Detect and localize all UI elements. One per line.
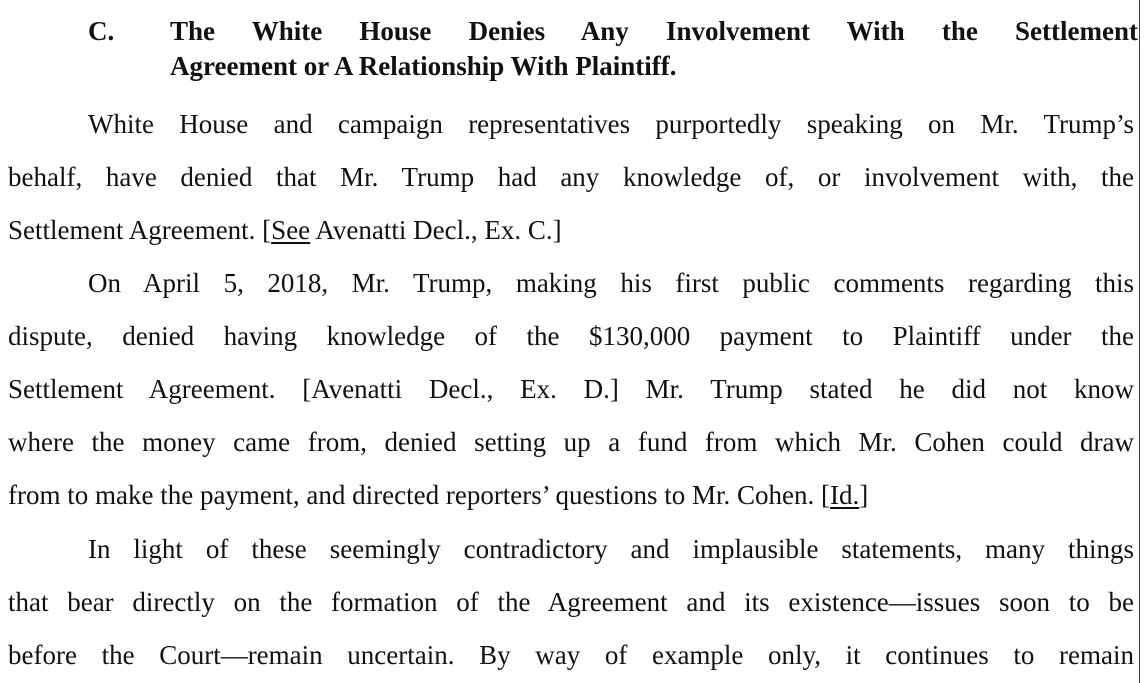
- paragraph-1-line-2: behalf, have denied that Mr. Trump had any knowledge of, or involvement with, the: [8, 162, 1134, 192]
- paragraph-3-line-3: before the Court—remain uncertain. By way of example only, it continues to remain: [8, 640, 1134, 670]
- paragraph-2-line-2: dispute, denied having knowledge of the $130,000 payment to Plaintiff under the: [8, 321, 1134, 351]
- section-title: [170, 14, 1138, 84]
- section-letter: C.: [88, 16, 115, 46]
- text-run: from to make the payment, and directed reporters’ questions to Mr. Cohen. [: [8, 480, 831, 510]
- paragraph-2-line-4: where the money came from, denied setting up a fund from which Mr. Cohen could draw: [8, 427, 1134, 457]
- citation-id: Id.: [830, 480, 860, 510]
- page-edge-rule: [1139, 0, 1140, 683]
- paragraph-1-line-3: [8, 213, 1134, 247]
- citation-see: See: [271, 215, 311, 245]
- paragraph-2-line-1: On April 5, 2018, Mr. Trump, making his first public comments regarding this: [88, 268, 1134, 298]
- text-run: Settlement Agreement. [: [8, 215, 272, 245]
- text-run: Avenatti Decl., Ex. C.]: [310, 215, 562, 245]
- paragraph-1-line-1: White House and campaign representatives purportedly speaking on Mr. Trump’s: [88, 109, 1134, 139]
- paragraph-3-line-1: In light of these seemingly contradictory and implausible statements, many things: [88, 534, 1134, 564]
- paragraph-2-line-3: Settlement Agreement. [Avenatti Decl., Ex. D.] Mr. Trump stated he did not know: [8, 374, 1134, 404]
- section-title-line-2: Agreement or A Relationship With Plaintiff.: [170, 51, 677, 81]
- text-run: ]: [859, 480, 869, 510]
- paragraph-3-line-2: that bear directly on the formation of the Agreement and its existence—issues soon to be: [8, 587, 1134, 617]
- section-title-line-1: The White House Denies Any Involvement With the Settlement: [170, 16, 1138, 46]
- paragraph-2-line-5: [8, 478, 1134, 512]
